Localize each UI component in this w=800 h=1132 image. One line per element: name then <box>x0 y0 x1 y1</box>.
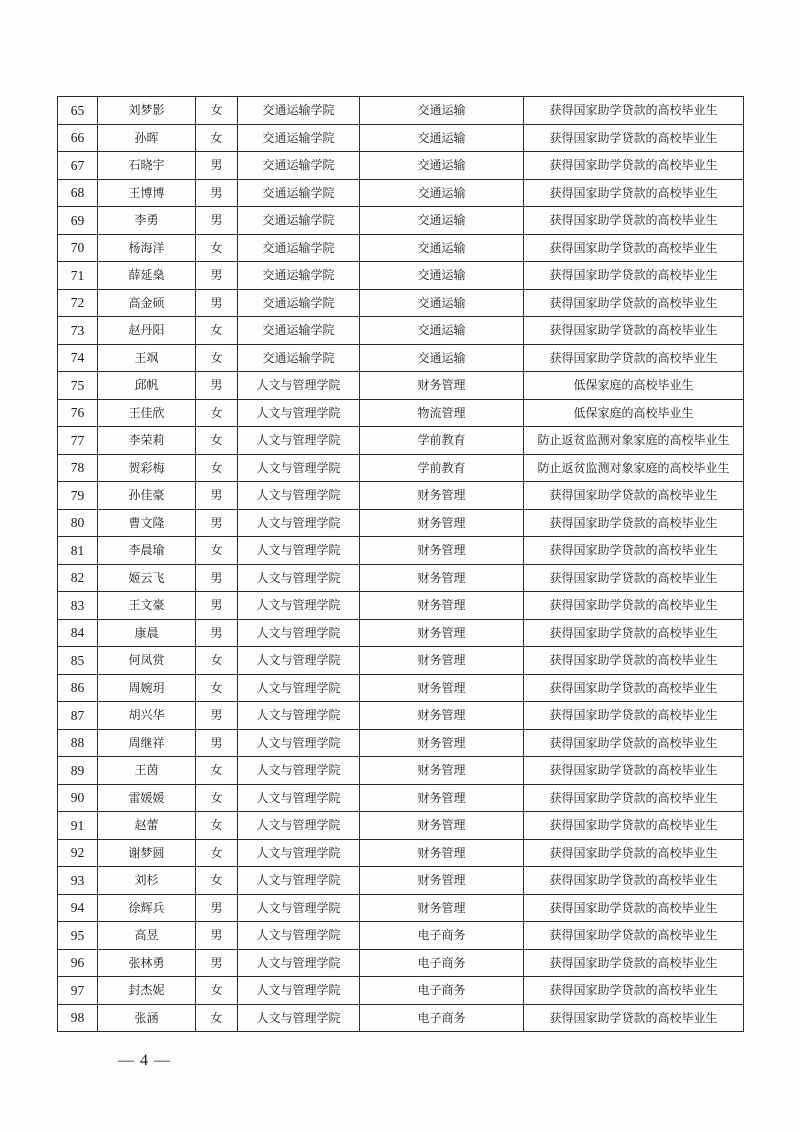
student-gender: 女 <box>196 1004 238 1032</box>
student-college: 人文与管理学院 <box>238 482 360 510</box>
student-name: 康晨 <box>98 619 196 647</box>
student-major: 财务管理 <box>360 564 524 592</box>
student-major: 交通运输 <box>360 97 524 125</box>
table-row <box>58 399 744 427</box>
student-college: 人文与管理学院 <box>238 647 360 675</box>
student-major: 财务管理 <box>360 619 524 647</box>
row-number: 66 <box>58 124 98 152</box>
row-number: 93 <box>58 867 98 895</box>
table-row <box>58 97 744 125</box>
student-category: 获得国家助学贷款的高校毕业生 <box>524 289 744 317</box>
table-row <box>58 867 744 895</box>
row-number: 73 <box>58 317 98 345</box>
student-college: 交通运输学院 <box>238 124 360 152</box>
table-row <box>58 234 744 262</box>
student-name: 王茵 <box>98 757 196 785</box>
student-gender: 女 <box>196 674 238 702</box>
student-gender: 女 <box>196 812 238 840</box>
student-college: 人文与管理学院 <box>238 537 360 565</box>
row-number: 89 <box>58 757 98 785</box>
row-number: 91 <box>58 812 98 840</box>
student-college: 人文与管理学院 <box>238 757 360 785</box>
row-number: 92 <box>58 839 98 867</box>
student-category: 获得国家助学贷款的高校毕业生 <box>524 344 744 372</box>
student-category: 获得国家助学贷款的高校毕业生 <box>524 207 744 235</box>
table-row <box>58 812 744 840</box>
row-number: 81 <box>58 537 98 565</box>
student-college: 人文与管理学院 <box>238 592 360 620</box>
table-row <box>58 152 744 180</box>
student-category: 获得国家助学贷款的高校毕业生 <box>524 482 744 510</box>
student-major: 学前教育 <box>360 427 524 455</box>
row-number: 83 <box>58 592 98 620</box>
student-major: 电子商务 <box>360 977 524 1005</box>
row-number: 90 <box>58 784 98 812</box>
student-category: 获得国家助学贷款的高校毕业生 <box>524 729 744 757</box>
student-gender: 男 <box>196 179 238 207</box>
student-college: 交通运输学院 <box>238 317 360 345</box>
student-name: 王文豪 <box>98 592 196 620</box>
row-number: 94 <box>58 894 98 922</box>
student-name: 谢梦圆 <box>98 839 196 867</box>
student-gender: 女 <box>196 454 238 482</box>
student-college: 人文与管理学院 <box>238 839 360 867</box>
student-name: 王博博 <box>98 179 196 207</box>
student-category: 获得国家助学贷款的高校毕业生 <box>524 124 744 152</box>
student-category: 获得国家助学贷款的高校毕业生 <box>524 97 744 125</box>
row-number: 82 <box>58 564 98 592</box>
student-name: 李晨瑜 <box>98 537 196 565</box>
table-row <box>58 894 744 922</box>
student-name: 刘杉 <box>98 867 196 895</box>
table-row <box>58 922 744 950</box>
graduate-roster-table <box>57 96 744 1032</box>
student-name: 孙佳豪 <box>98 482 196 510</box>
student-name: 曹文隆 <box>98 509 196 537</box>
student-name: 赵蕾 <box>98 812 196 840</box>
student-gender: 男 <box>196 729 238 757</box>
table-row <box>58 674 744 702</box>
student-gender: 男 <box>196 482 238 510</box>
student-college: 人文与管理学院 <box>238 674 360 702</box>
student-gender: 女 <box>196 97 238 125</box>
student-name: 贺彩梅 <box>98 454 196 482</box>
student-college: 人文与管理学院 <box>238 564 360 592</box>
table-row <box>58 564 744 592</box>
student-major: 交通运输 <box>360 207 524 235</box>
student-major: 交通运输 <box>360 262 524 290</box>
student-gender: 女 <box>196 867 238 895</box>
student-college: 人文与管理学院 <box>238 812 360 840</box>
student-major: 交通运输 <box>360 152 524 180</box>
student-category: 获得国家助学贷款的高校毕业生 <box>524 564 744 592</box>
student-major: 学前教育 <box>360 454 524 482</box>
row-number: 79 <box>58 482 98 510</box>
student-gender: 男 <box>196 289 238 317</box>
student-name: 胡兴华 <box>98 702 196 730</box>
student-name: 高昱 <box>98 922 196 950</box>
student-gender: 男 <box>196 592 238 620</box>
student-name: 刘梦影 <box>98 97 196 125</box>
student-college: 人文与管理学院 <box>238 784 360 812</box>
row-number: 68 <box>58 179 98 207</box>
student-category: 防止返贫监测对象家庭的高校毕业生 <box>524 427 744 455</box>
table-row <box>58 977 744 1005</box>
row-number: 77 <box>58 427 98 455</box>
student-college: 交通运输学院 <box>238 344 360 372</box>
student-category: 获得国家助学贷款的高校毕业生 <box>524 949 744 977</box>
student-name: 杨海洋 <box>98 234 196 262</box>
student-name: 雷媛媛 <box>98 784 196 812</box>
row-number: 76 <box>58 399 98 427</box>
student-category: 获得国家助学贷款的高校毕业生 <box>524 839 744 867</box>
row-number: 72 <box>58 289 98 317</box>
student-gender: 男 <box>196 372 238 400</box>
student-college: 人文与管理学院 <box>238 867 360 895</box>
student-major: 财务管理 <box>360 839 524 867</box>
table-row <box>58 784 744 812</box>
row-number: 85 <box>58 647 98 675</box>
student-category: 获得国家助学贷款的高校毕业生 <box>524 977 744 1005</box>
student-gender: 女 <box>196 344 238 372</box>
student-gender: 女 <box>196 977 238 1005</box>
student-major: 财务管理 <box>360 372 524 400</box>
table-row <box>58 344 744 372</box>
student-major: 财务管理 <box>360 784 524 812</box>
student-category: 获得国家助学贷款的高校毕业生 <box>524 592 744 620</box>
table-row <box>58 537 744 565</box>
student-gender: 男 <box>196 619 238 647</box>
table-row <box>58 509 744 537</box>
row-number: 65 <box>58 97 98 125</box>
student-college: 人文与管理学院 <box>238 894 360 922</box>
row-number: 80 <box>58 509 98 537</box>
student-category: 获得国家助学贷款的高校毕业生 <box>524 152 744 180</box>
row-number: 98 <box>58 1004 98 1032</box>
table-row <box>58 482 744 510</box>
table-row <box>58 949 744 977</box>
student-college: 人文与管理学院 <box>238 922 360 950</box>
row-number: 71 <box>58 262 98 290</box>
student-name: 姬云飞 <box>98 564 196 592</box>
student-major: 交通运输 <box>360 344 524 372</box>
student-gender: 男 <box>196 894 238 922</box>
student-name: 李荣莉 <box>98 427 196 455</box>
student-name: 何凤赏 <box>98 647 196 675</box>
row-number: 88 <box>58 729 98 757</box>
row-number: 86 <box>58 674 98 702</box>
student-major: 交通运输 <box>360 179 524 207</box>
student-gender: 女 <box>196 234 238 262</box>
student-gender: 女 <box>196 647 238 675</box>
table-row <box>58 179 744 207</box>
table-row <box>58 619 744 647</box>
student-major: 交通运输 <box>360 289 524 317</box>
row-number: 67 <box>58 152 98 180</box>
student-college: 人文与管理学院 <box>238 1004 360 1032</box>
student-name: 张林勇 <box>98 949 196 977</box>
table-row <box>58 1004 744 1032</box>
student-major: 物流管理 <box>360 399 524 427</box>
page-number: — 4 — <box>118 1052 171 1069</box>
row-number: 78 <box>58 454 98 482</box>
table-row <box>58 729 744 757</box>
student-name: 徐辉兵 <box>98 894 196 922</box>
student-category: 获得国家助学贷款的高校毕业生 <box>524 702 744 730</box>
row-number: 74 <box>58 344 98 372</box>
student-gender: 男 <box>196 207 238 235</box>
student-college: 交通运输学院 <box>238 152 360 180</box>
student-college: 人文与管理学院 <box>238 619 360 647</box>
student-college: 人文与管理学院 <box>238 399 360 427</box>
student-college: 人文与管理学院 <box>238 702 360 730</box>
student-name: 邱帆 <box>98 372 196 400</box>
table-row <box>58 124 744 152</box>
student-category: 防止返贫监测对象家庭的高校毕业生 <box>524 454 744 482</box>
table-row <box>58 427 744 455</box>
student-name: 李勇 <box>98 207 196 235</box>
student-major: 交通运输 <box>360 317 524 345</box>
student-major: 电子商务 <box>360 1004 524 1032</box>
student-major: 交通运输 <box>360 234 524 262</box>
student-major: 电子商务 <box>360 922 524 950</box>
student-major: 财务管理 <box>360 757 524 785</box>
student-name: 薛延燊 <box>98 262 196 290</box>
student-major: 财务管理 <box>360 812 524 840</box>
student-gender: 男 <box>196 702 238 730</box>
student-name: 王佳欣 <box>98 399 196 427</box>
student-name: 王飒 <box>98 344 196 372</box>
student-name: 周婉玥 <box>98 674 196 702</box>
student-major: 财务管理 <box>360 647 524 675</box>
row-number: 96 <box>58 949 98 977</box>
student-college: 交通运输学院 <box>238 289 360 317</box>
table-row <box>58 262 744 290</box>
student-major: 财务管理 <box>360 592 524 620</box>
table-row <box>58 207 744 235</box>
student-gender: 男 <box>196 262 238 290</box>
student-name: 石晓宇 <box>98 152 196 180</box>
student-name: 孙晖 <box>98 124 196 152</box>
student-major: 电子商务 <box>360 949 524 977</box>
student-category: 低保家庭的高校毕业生 <box>524 372 744 400</box>
student-name: 高金硕 <box>98 289 196 317</box>
table-row <box>58 454 744 482</box>
student-category: 低保家庭的高校毕业生 <box>524 399 744 427</box>
student-gender: 女 <box>196 124 238 152</box>
student-gender: 女 <box>196 757 238 785</box>
student-major: 财务管理 <box>360 482 524 510</box>
row-number: 69 <box>58 207 98 235</box>
row-number: 87 <box>58 702 98 730</box>
student-major: 财务管理 <box>360 674 524 702</box>
student-gender: 女 <box>196 317 238 345</box>
row-number: 97 <box>58 977 98 1005</box>
student-category: 获得国家助学贷款的高校毕业生 <box>524 647 744 675</box>
student-category: 获得国家助学贷款的高校毕业生 <box>524 179 744 207</box>
student-category: 获得国家助学贷款的高校毕业生 <box>524 894 744 922</box>
table-row <box>58 702 744 730</box>
student-gender: 男 <box>196 152 238 180</box>
row-number: 95 <box>58 922 98 950</box>
student-college: 人文与管理学院 <box>238 949 360 977</box>
student-college: 人文与管理学院 <box>238 454 360 482</box>
student-gender: 女 <box>196 839 238 867</box>
student-gender: 女 <box>196 784 238 812</box>
student-college: 交通运输学院 <box>238 179 360 207</box>
student-category: 获得国家助学贷款的高校毕业生 <box>524 1004 744 1032</box>
student-college: 交通运输学院 <box>238 207 360 235</box>
student-college: 人文与管理学院 <box>238 372 360 400</box>
student-major: 财务管理 <box>360 509 524 537</box>
student-gender: 男 <box>196 509 238 537</box>
student-gender: 男 <box>196 949 238 977</box>
student-college: 人文与管理学院 <box>238 729 360 757</box>
student-category: 获得国家助学贷款的高校毕业生 <box>524 867 744 895</box>
student-gender: 男 <box>196 922 238 950</box>
student-name: 赵丹阳 <box>98 317 196 345</box>
student-category: 获得国家助学贷款的高校毕业生 <box>524 619 744 647</box>
student-major: 财务管理 <box>360 537 524 565</box>
student-name: 张涵 <box>98 1004 196 1032</box>
student-gender: 女 <box>196 427 238 455</box>
student-category: 获得国家助学贷款的高校毕业生 <box>524 757 744 785</box>
student-category: 获得国家助学贷款的高校毕业生 <box>524 812 744 840</box>
table-row <box>58 372 744 400</box>
table-row <box>58 757 744 785</box>
student-name: 封杰妮 <box>98 977 196 1005</box>
row-number: 84 <box>58 619 98 647</box>
table-row <box>58 839 744 867</box>
student-major: 财务管理 <box>360 894 524 922</box>
student-category: 获得国家助学贷款的高校毕业生 <box>524 784 744 812</box>
student-major: 财务管理 <box>360 702 524 730</box>
student-gender: 女 <box>196 537 238 565</box>
student-category: 获得国家助学贷款的高校毕业生 <box>524 537 744 565</box>
student-category: 获得国家助学贷款的高校毕业生 <box>524 922 744 950</box>
student-major: 交通运输 <box>360 124 524 152</box>
student-college: 人文与管理学院 <box>238 977 360 1005</box>
student-name: 周继祥 <box>98 729 196 757</box>
student-college: 交通运输学院 <box>238 262 360 290</box>
student-gender: 男 <box>196 564 238 592</box>
table-row <box>58 289 744 317</box>
student-college: 人文与管理学院 <box>238 427 360 455</box>
student-category: 获得国家助学贷款的高校毕业生 <box>524 509 744 537</box>
student-college: 交通运输学院 <box>238 97 360 125</box>
student-gender: 女 <box>196 399 238 427</box>
roster-body <box>58 97 744 1032</box>
table-row <box>58 647 744 675</box>
table-row <box>58 592 744 620</box>
student-category: 获得国家助学贷款的高校毕业生 <box>524 674 744 702</box>
student-category: 获得国家助学贷款的高校毕业生 <box>524 317 744 345</box>
student-major: 财务管理 <box>360 867 524 895</box>
row-number: 75 <box>58 372 98 400</box>
student-major: 财务管理 <box>360 729 524 757</box>
student-college: 人文与管理学院 <box>238 509 360 537</box>
student-college: 交通运输学院 <box>238 234 360 262</box>
student-category: 获得国家助学贷款的高校毕业生 <box>524 262 744 290</box>
table-row <box>58 317 744 345</box>
row-number: 70 <box>58 234 98 262</box>
student-category: 获得国家助学贷款的高校毕业生 <box>524 234 744 262</box>
